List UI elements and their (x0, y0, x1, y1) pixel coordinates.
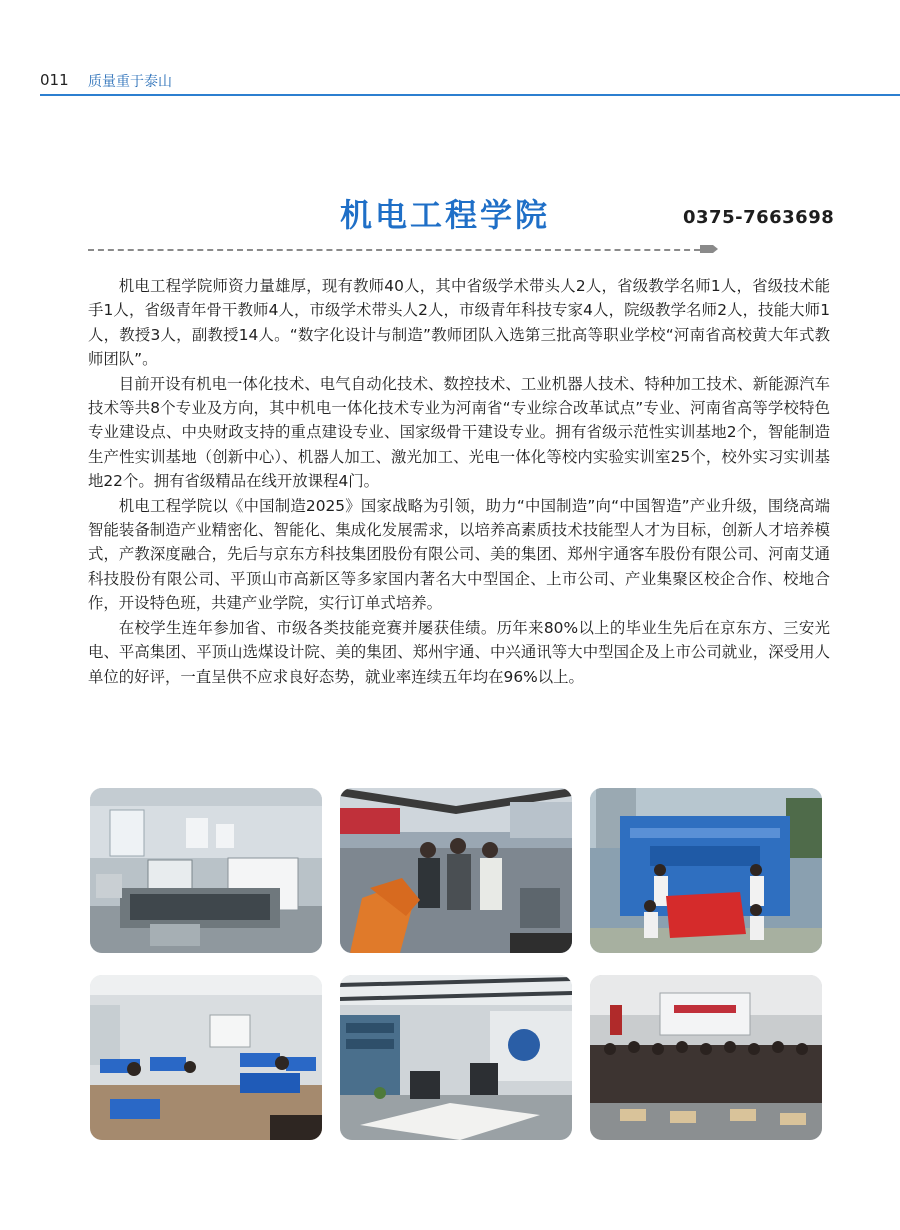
paragraph: 机电工程学院师资力量雄厚，现有教师40人，其中省级学术带头人2人，省级教学名师1人，省级技术能手1人，省级青年骨干教师4人，市级学术带头人2人，市级青年科技专家4人，院级教学名师2人，技能大师1人，教授3人，副教授14人。“数字化设计与制造”教师团队入选第三批高等职业学校“河南省高校黄大年式教师团队”。 (88, 277, 830, 369)
running-title: 质量重于泰山 (88, 74, 172, 90)
divider-arrow-icon (700, 244, 718, 254)
photo-award-banner (590, 788, 822, 953)
page-header (0, 64, 900, 98)
paragraph: 机电工程学院以《中国制造2025》国家战略为引领，助力“中国制造”向“中国智造”产业升级，围绕高端智能装备制造产业精密化、智能化、集成化发展需求，以培养高素质技术技能型人才为目标，创新人才培养模式，产教深度融合，先后与京东方科技集团股份有限公司、美的集团、郑州宇通客车股份有限公司、河南艾通科技股份有限公司、平顶山市高新区等多家国内著名大中型国企、上市公司、产业集聚区校企合作、校地合作，开设特色班，共建产业学院，实行订单式培养。 (88, 496, 830, 613)
photo-innovation-lab (340, 975, 572, 1140)
paragraph: 在校学生连年参加省、市级各类技能竞赛并屡获佳绩。历年来80%以上的毕业生先后在京东方、三安光电、平高集团、平顶山选煤设计院、美的集团、郑州宇通、中兴通讯等大中型国企及上市公司就业，深受用人单位的好评，一直呈供不应求良好态势，就业率连续五年均在96%以上。 (88, 618, 830, 686)
body-text (88, 274, 830, 689)
dashed-divider (88, 249, 700, 251)
section-title: 机电工程学院 (340, 196, 551, 234)
photo-robot-arm-demo (340, 788, 572, 953)
page-number: 011 (40, 71, 69, 89)
photo-workshop-machine (90, 788, 322, 953)
photo-computer-lab (90, 975, 322, 1140)
photo-competition-group (590, 975, 822, 1140)
phone-number: 0375-7663698 (683, 207, 835, 228)
header-rule (40, 94, 900, 96)
paragraph: 目前开设有机电一体化技术、电气自动化技术、数控技术、工业机器人技术、特种加工技术、新能源汽车技术等共8个专业及方向，其中机电一体化技术专业为河南省“专业综合改革试点”专业、河南省高等学校特色专业建设点、中央财政支持的重点建设专业、国家级骨干建设专业。拥有省级示范性实训基地2个，智能制造生产性实训基地（创新中心）、机器人加工、激光加工、光电一体化等校内实验实训室25个，校外实习实训基地22个。拥有省级精品在线开放课程4门。 (88, 374, 830, 491)
